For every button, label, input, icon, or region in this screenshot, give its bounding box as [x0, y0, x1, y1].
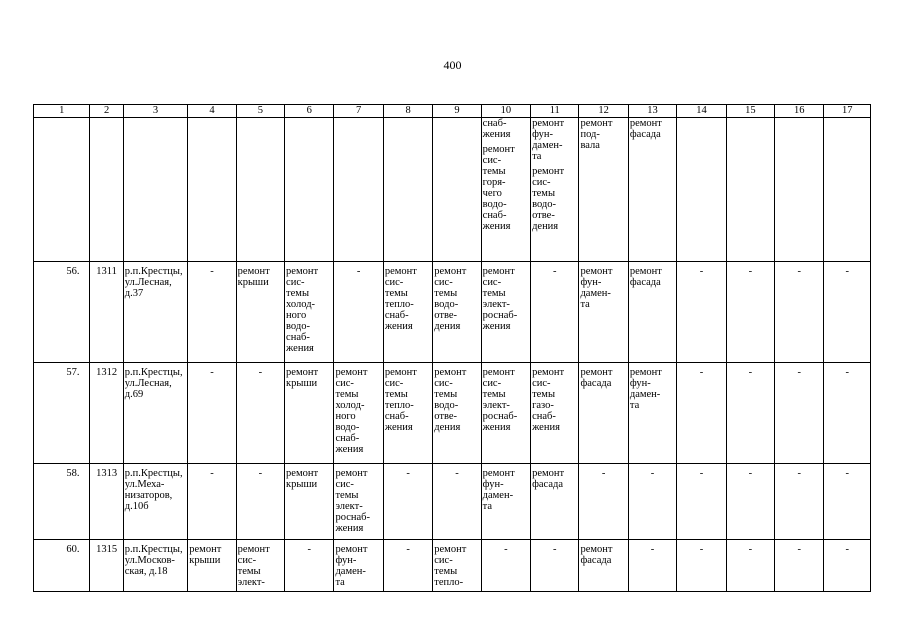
table-cell: - — [433, 464, 481, 540]
cell-text-line: чего — [482, 188, 502, 199]
cell-text-line: жения — [335, 444, 364, 455]
table-cell — [481, 118, 530, 262]
page-number: 400 — [443, 58, 462, 72]
cell-text-line: жения — [482, 221, 511, 232]
table-cell — [285, 363, 334, 464]
cell-text-line: отве- — [434, 310, 458, 321]
table-cell — [579, 363, 628, 464]
table-cell: - — [188, 262, 236, 363]
cell-text-line: жения — [482, 422, 511, 433]
cell-text-line: фасада — [629, 277, 661, 288]
column-number: 1 — [34, 105, 90, 118]
cell-text-line: водо- — [434, 400, 459, 411]
table-row — [34, 363, 871, 464]
table-cell — [433, 363, 481, 464]
cell-text-line: ремонт — [532, 468, 565, 479]
cell-text-line: ремонт — [237, 544, 270, 555]
cell-text-line: фасада — [532, 479, 563, 490]
cell-text-line: жения — [286, 343, 314, 354]
cell-text-line: сис- — [482, 277, 502, 288]
cell-text-line: водо- — [434, 299, 459, 310]
cell-text-line: та — [580, 299, 590, 310]
table-cell — [579, 540, 628, 592]
cell-text-line: элект- — [335, 501, 363, 512]
cell-text-line: холод- — [335, 400, 365, 411]
column-number: 11 — [531, 105, 579, 118]
cell-text-line: та — [532, 151, 542, 162]
cell-text-line: ремонт — [532, 118, 565, 129]
cell-text-line: крыши — [237, 277, 269, 288]
cell-text-line: темы — [384, 389, 408, 400]
cell-text-line: ного — [335, 411, 356, 422]
table-row — [34, 464, 871, 540]
cell-text-line: отве- — [434, 411, 458, 422]
cell-text-line: водо- — [482, 199, 507, 210]
cell-text-line: р.п.Крестцы, — [124, 468, 183, 479]
table-cell: - — [775, 262, 824, 363]
cell-text-line: дамен- — [482, 490, 514, 501]
table-cell — [579, 262, 628, 363]
table-cell — [236, 262, 284, 363]
table-cell: - — [531, 540, 579, 592]
cell-text-line: дамен- — [629, 389, 661, 400]
cell-text-line: жения — [482, 321, 511, 332]
cell-text-line: ремонт — [580, 118, 613, 129]
cell-text-line: крыши — [286, 378, 318, 389]
cell-text-line: дения — [434, 321, 461, 332]
cell-text-line: снаб- — [532, 411, 556, 422]
cell-text-line: снаб- — [482, 118, 507, 129]
table-cell — [481, 262, 530, 363]
table-cell: - — [775, 363, 824, 464]
cell-text-line: роснаб- — [482, 310, 518, 321]
cell-text-line: ремонт — [384, 266, 417, 277]
column-number: 3 — [123, 105, 188, 118]
object-code: 1315 — [90, 540, 123, 592]
cell-text-line: дамен- — [532, 140, 563, 151]
row-number: 56. — [34, 262, 90, 363]
cell-text-line: темы — [532, 389, 556, 400]
cell-text-line: ремонт — [434, 266, 467, 277]
cell-text-line: сис- — [482, 378, 502, 389]
cell-text-line: холод- — [286, 299, 316, 310]
cell-text-line: дамен- — [335, 566, 366, 577]
cell-text-line: ремонт — [434, 367, 467, 378]
cell-text-line: снаб- — [384, 411, 409, 422]
cell-text-line: ремонт — [237, 266, 270, 277]
cell-text-line: темы — [286, 288, 309, 299]
table-cell — [285, 262, 334, 363]
cell-text-line: водо- — [286, 321, 310, 332]
table-cell — [334, 540, 383, 592]
table-cell — [383, 363, 432, 464]
table-cell — [628, 262, 676, 363]
cell-text-line: р.п.Крестцы, — [124, 544, 183, 555]
cell-text-line: ремонт — [286, 266, 319, 277]
cell-text-line: горя- — [482, 177, 506, 188]
cell-text-line: ного — [286, 310, 307, 321]
table-cell — [531, 118, 579, 262]
cell-text-line: р.п.Крестцы, — [124, 367, 183, 378]
cell-text-line: тепло- — [434, 577, 464, 588]
table-cell: - — [677, 464, 726, 540]
table-cell — [579, 118, 628, 262]
table-cell — [383, 262, 432, 363]
cell-text-line: сис- — [384, 277, 404, 288]
cell-text-line: ремонт — [482, 468, 515, 479]
column-number: 14 — [677, 105, 726, 118]
cell-text-line: снаб- — [335, 433, 360, 444]
table-cell: - — [481, 540, 530, 592]
table-cell: - — [726, 363, 774, 464]
cell-text-line: роснаб- — [335, 512, 370, 523]
cell-text-line: снаб- — [384, 310, 409, 321]
cell-text-line: сис- — [434, 555, 453, 566]
table-cell — [236, 540, 284, 592]
cell-text-line: ремонт — [189, 544, 222, 555]
cell-text-line: д.69 — [124, 389, 144, 400]
cell-text-line: жения — [384, 321, 413, 332]
cell-text-line: снаб- — [286, 332, 310, 343]
table-cell: - — [236, 363, 284, 464]
table-cell: - — [726, 262, 774, 363]
cell-text-line: темы — [335, 490, 359, 501]
cell-text-line: газо- — [532, 400, 554, 411]
cell-text-line: ремонт — [434, 544, 467, 555]
table-cell: - — [531, 262, 579, 363]
cell-text-line: темы — [384, 288, 408, 299]
cell-text-line: фун- — [335, 555, 357, 566]
cell-text-line: жения — [482, 129, 511, 140]
cell-text-line: элект- — [482, 299, 510, 310]
table-cell: - — [677, 262, 726, 363]
object-code: 1312 — [90, 363, 123, 464]
cell-text-line: ремонт — [384, 367, 417, 378]
column-number: 2 — [90, 105, 123, 118]
column-number: 7 — [334, 105, 383, 118]
row-number: 58. — [34, 464, 90, 540]
table-cell: - — [677, 540, 726, 592]
column-number: 9 — [433, 105, 481, 118]
cell-text-line: дамен- — [580, 288, 611, 299]
cell-text-line: фун- — [580, 277, 602, 288]
row-number: 60. — [34, 540, 90, 592]
cell-text-line: дения — [434, 422, 461, 433]
table-cell: - — [236, 464, 284, 540]
table-cell: - — [334, 262, 383, 363]
cell-text-line: темы — [532, 188, 556, 199]
address-cell — [123, 363, 188, 464]
cell-text-line: крыши — [189, 555, 221, 566]
table-row — [34, 262, 871, 363]
cell-text-line: фасада — [629, 129, 661, 140]
table-cell — [481, 363, 530, 464]
cell-text-line: отве- — [532, 210, 555, 221]
cell-text-line: под- — [580, 129, 600, 140]
table-cell: - — [677, 363, 726, 464]
cell-text-line: ремонт — [335, 468, 368, 479]
table-cell: - — [726, 540, 774, 592]
table-cell — [433, 540, 481, 592]
cell-text-line: снаб- — [482, 210, 507, 221]
table-cell: - — [188, 464, 236, 540]
cell-text-line: ремонт — [335, 544, 368, 555]
column-number: 13 — [628, 105, 676, 118]
cell-text-line: темы — [434, 389, 458, 400]
cell-text-line: та — [482, 501, 493, 512]
cell-text-line: ремонт — [482, 367, 515, 378]
cell-text-line: фасада — [580, 555, 612, 566]
column-number-row — [34, 105, 871, 118]
cell-text-line: ремонт — [286, 367, 319, 378]
cell-text-line: ремонт — [335, 367, 368, 378]
cell-text-line: роснаб- — [482, 411, 518, 422]
cell-text-line: сис- — [286, 277, 305, 288]
cell-text-line: водо- — [532, 199, 556, 210]
continuation-row — [34, 118, 871, 262]
cell-text-line: ремонт — [580, 367, 613, 378]
table-cell — [531, 464, 579, 540]
table-cell: - — [188, 363, 236, 464]
cell-text-line: ремонт — [580, 544, 613, 555]
column-number: 8 — [383, 105, 432, 118]
table-cell: - — [824, 464, 871, 540]
table-cell: - — [383, 540, 432, 592]
table-cell — [531, 363, 579, 464]
cell-text-line: фун- — [482, 479, 504, 490]
table-cell — [285, 464, 334, 540]
cell-text-line: ул.Меха- — [124, 479, 165, 490]
cell-text-line: ремонт — [580, 266, 613, 277]
cell-text-line: сис- — [434, 277, 453, 288]
cell-text-line: та — [335, 577, 345, 588]
table-cell — [334, 363, 383, 464]
address-cell — [123, 540, 188, 592]
table-cell: - — [824, 540, 871, 592]
table-cell: - — [824, 262, 871, 363]
cell-text-line: элект- — [482, 400, 510, 411]
cell-text-line: дения — [532, 221, 559, 232]
cell-text-line: фасада — [580, 378, 612, 389]
table-cell: - — [628, 464, 676, 540]
table-cell: - — [579, 464, 628, 540]
cell-text-line: ремонт — [532, 166, 565, 177]
cell-text-line: ремонт — [286, 468, 319, 479]
cell-text-line: сис- — [384, 378, 404, 389]
cell-text-line: темы — [237, 566, 261, 577]
cell-text-line: д.10б — [124, 501, 149, 512]
cell-text-line: темы — [434, 288, 458, 299]
cell-text-line: элект- — [237, 577, 265, 588]
cell-text-line: ремонт — [482, 144, 515, 155]
cell-text-line: жения — [532, 422, 560, 433]
cell-text-line: ремонт — [629, 367, 662, 378]
cell-text-line: д.37 — [124, 288, 144, 299]
table-cell: - — [824, 363, 871, 464]
column-number: 12 — [579, 105, 628, 118]
table-cell: - — [628, 540, 676, 592]
cell-text-line: ская, д.18 — [124, 566, 168, 577]
repair-schedule-table — [33, 104, 871, 592]
column-number: 17 — [824, 105, 871, 118]
table-cell — [433, 262, 481, 363]
cell-text-line: тепло- — [384, 299, 414, 310]
cell-text-line: сис- — [335, 378, 354, 389]
cell-text-line: крыши — [286, 479, 318, 490]
table-cell: - — [775, 464, 824, 540]
address-cell — [123, 262, 188, 363]
cell-text-line: ремонт — [532, 367, 565, 378]
cell-text-line: тепло- — [384, 400, 414, 411]
cell-text-line: темы — [434, 566, 458, 577]
table-cell: - — [775, 540, 824, 592]
cell-text-line: сис- — [482, 155, 502, 166]
table-cell — [628, 118, 676, 262]
cell-text-line: ремонт — [629, 118, 662, 129]
cell-text-line: темы — [482, 166, 506, 177]
table-cell: - — [285, 540, 334, 592]
cell-text-line: ул.Москов- — [124, 555, 175, 566]
cell-text-line: водо- — [335, 422, 360, 433]
table-cell: - — [383, 464, 432, 540]
cell-text-line: сис- — [532, 378, 551, 389]
column-number: 6 — [285, 105, 334, 118]
table-row — [34, 540, 871, 592]
cell-text-line: жения — [384, 422, 413, 433]
cell-text-line: сис- — [434, 378, 453, 389]
cell-text-line: сис- — [237, 555, 257, 566]
cell-text-line: жения — [335, 523, 364, 534]
cell-text-line: фун- — [629, 378, 651, 389]
column-number: 16 — [775, 105, 824, 118]
address-cell — [123, 464, 188, 540]
cell-text-line: ремонт — [629, 266, 662, 277]
table-cell — [188, 540, 236, 592]
column-number: 10 — [481, 105, 530, 118]
cell-text-line: ремонт — [482, 266, 515, 277]
cell-text-line: темы — [482, 288, 506, 299]
column-number: 4 — [188, 105, 236, 118]
cell-text-line: темы — [482, 389, 506, 400]
cell-text-line: та — [629, 400, 640, 411]
column-number: 15 — [726, 105, 774, 118]
object-code: 1313 — [90, 464, 123, 540]
cell-text-line: ул.Лесная, — [124, 378, 172, 389]
table-cell — [481, 464, 530, 540]
column-number: 5 — [236, 105, 284, 118]
row-number: 57. — [34, 363, 90, 464]
cell-text-line: ул.Лесная, — [124, 277, 172, 288]
table-cell — [334, 464, 383, 540]
cell-text-line: сис- — [532, 177, 551, 188]
cell-text-line: сис- — [335, 479, 354, 490]
table-cell — [628, 363, 676, 464]
cell-text-line: фун- — [532, 129, 553, 140]
cell-text-line: темы — [335, 389, 359, 400]
object-code: 1311 — [90, 262, 123, 363]
table-cell: - — [726, 464, 774, 540]
cell-text-line: р.п.Крестцы, — [124, 266, 183, 277]
cell-text-line: низаторов, — [124, 490, 173, 501]
cell-text-line: вала — [580, 140, 600, 151]
